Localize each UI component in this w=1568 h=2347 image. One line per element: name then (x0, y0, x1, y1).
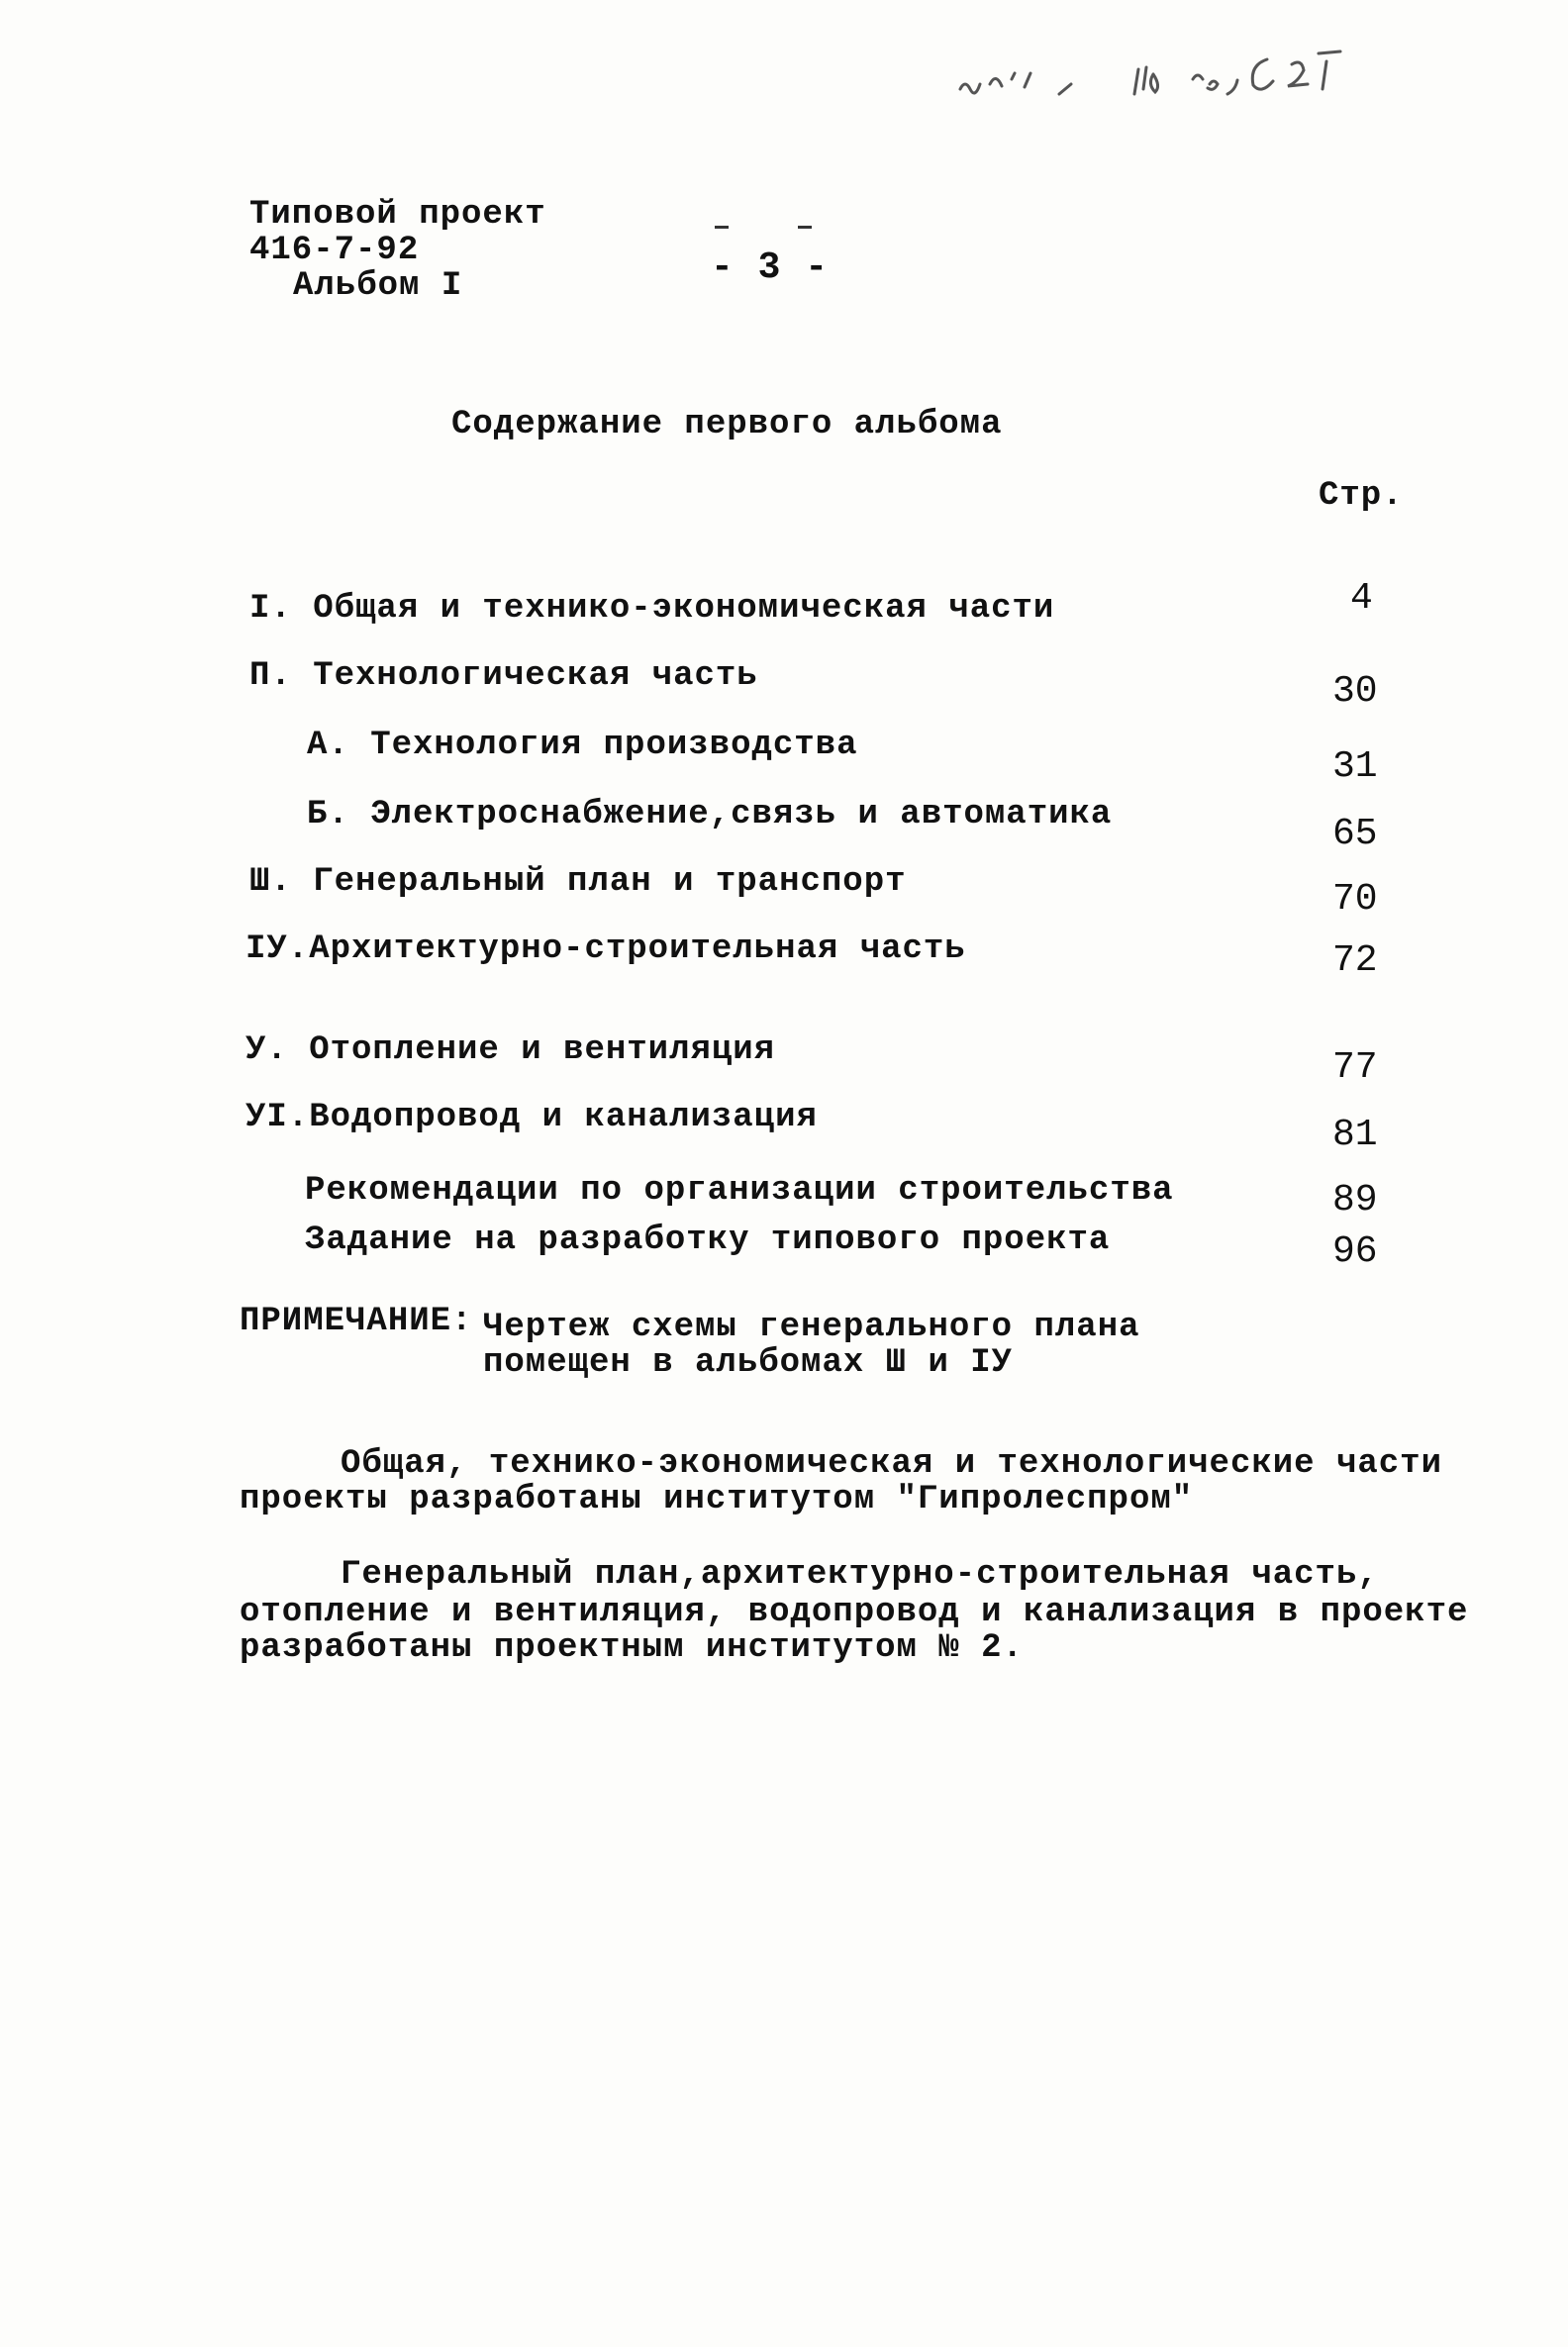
toc-entry-label: I. Общая и технико-экономическая части (249, 590, 1055, 628)
toc-entry-page: 96 (1332, 1230, 1378, 1273)
handwriting-image (950, 40, 1406, 109)
toc-entry-page: 31 (1332, 745, 1378, 788)
toc-entry-page: 77 (1332, 1046, 1378, 1089)
paragraph-line: Общая, технико-экономическая и технологические части (341, 1445, 1442, 1483)
paragraph-line: Генеральный план,архитектурно-строительная часть, (341, 1556, 1379, 1594)
toc-entry-label: УI.Водопровод и канализация (245, 1099, 818, 1136)
scan-mark (798, 226, 812, 229)
page-number: - 3 - (711, 246, 830, 289)
toc-entry-label: У. Отопление и вентиляция (245, 1031, 776, 1069)
document-title: Содержание первого альбома (451, 406, 1003, 443)
toc-entry-label: Б. Электроснабжение,связь и автоматика (307, 796, 1113, 833)
note-label: ПРИМЕЧАНИЕ: (240, 1303, 473, 1340)
toc-entry-label: Ш. Генеральный план и транспорт (249, 863, 907, 901)
handwritten-inventory-note (950, 40, 1406, 109)
project-number: 416-7-92 (249, 232, 420, 269)
toc-entry-page: 89 (1332, 1179, 1378, 1222)
paragraph-line: отопление и вентиляция, водопровод и канализация в проекте (240, 1594, 1469, 1631)
note-line: Чертеж схемы генерального плана (483, 1309, 1140, 1346)
toc-entry-page: 30 (1332, 670, 1378, 713)
toc-entry-page: 81 (1332, 1114, 1378, 1156)
toc-entry-label: П. Технологическая часть (249, 657, 758, 695)
toc-entry-label: IУ.Архитектурно-строительная часть (245, 930, 966, 968)
toc-entry-label: А. Технология производства (307, 727, 858, 764)
toc-entry-page: 65 (1332, 813, 1378, 855)
paragraph-line: разработаны проектным институтом № 2. (240, 1629, 1024, 1667)
note-line: помещен в альбомах Ш и IУ (483, 1344, 1014, 1382)
toc-entry-label: Задание на разработку типового проекта (305, 1222, 1111, 1259)
toc-entry-page: 4 (1350, 577, 1373, 620)
page-column-label: Стр. (1319, 477, 1404, 515)
project-type: Типовой проект (249, 196, 546, 234)
toc-entry-page: 72 (1332, 939, 1378, 982)
paragraph-line: проекты разработаны институтом "Гипролеспром" (240, 1481, 1194, 1518)
scan-mark (715, 226, 729, 229)
album-label: Альбом I (293, 267, 463, 305)
toc-entry-page: 70 (1332, 878, 1378, 921)
toc-entry-label: Рекомендации по организации строительства (305, 1172, 1174, 1210)
